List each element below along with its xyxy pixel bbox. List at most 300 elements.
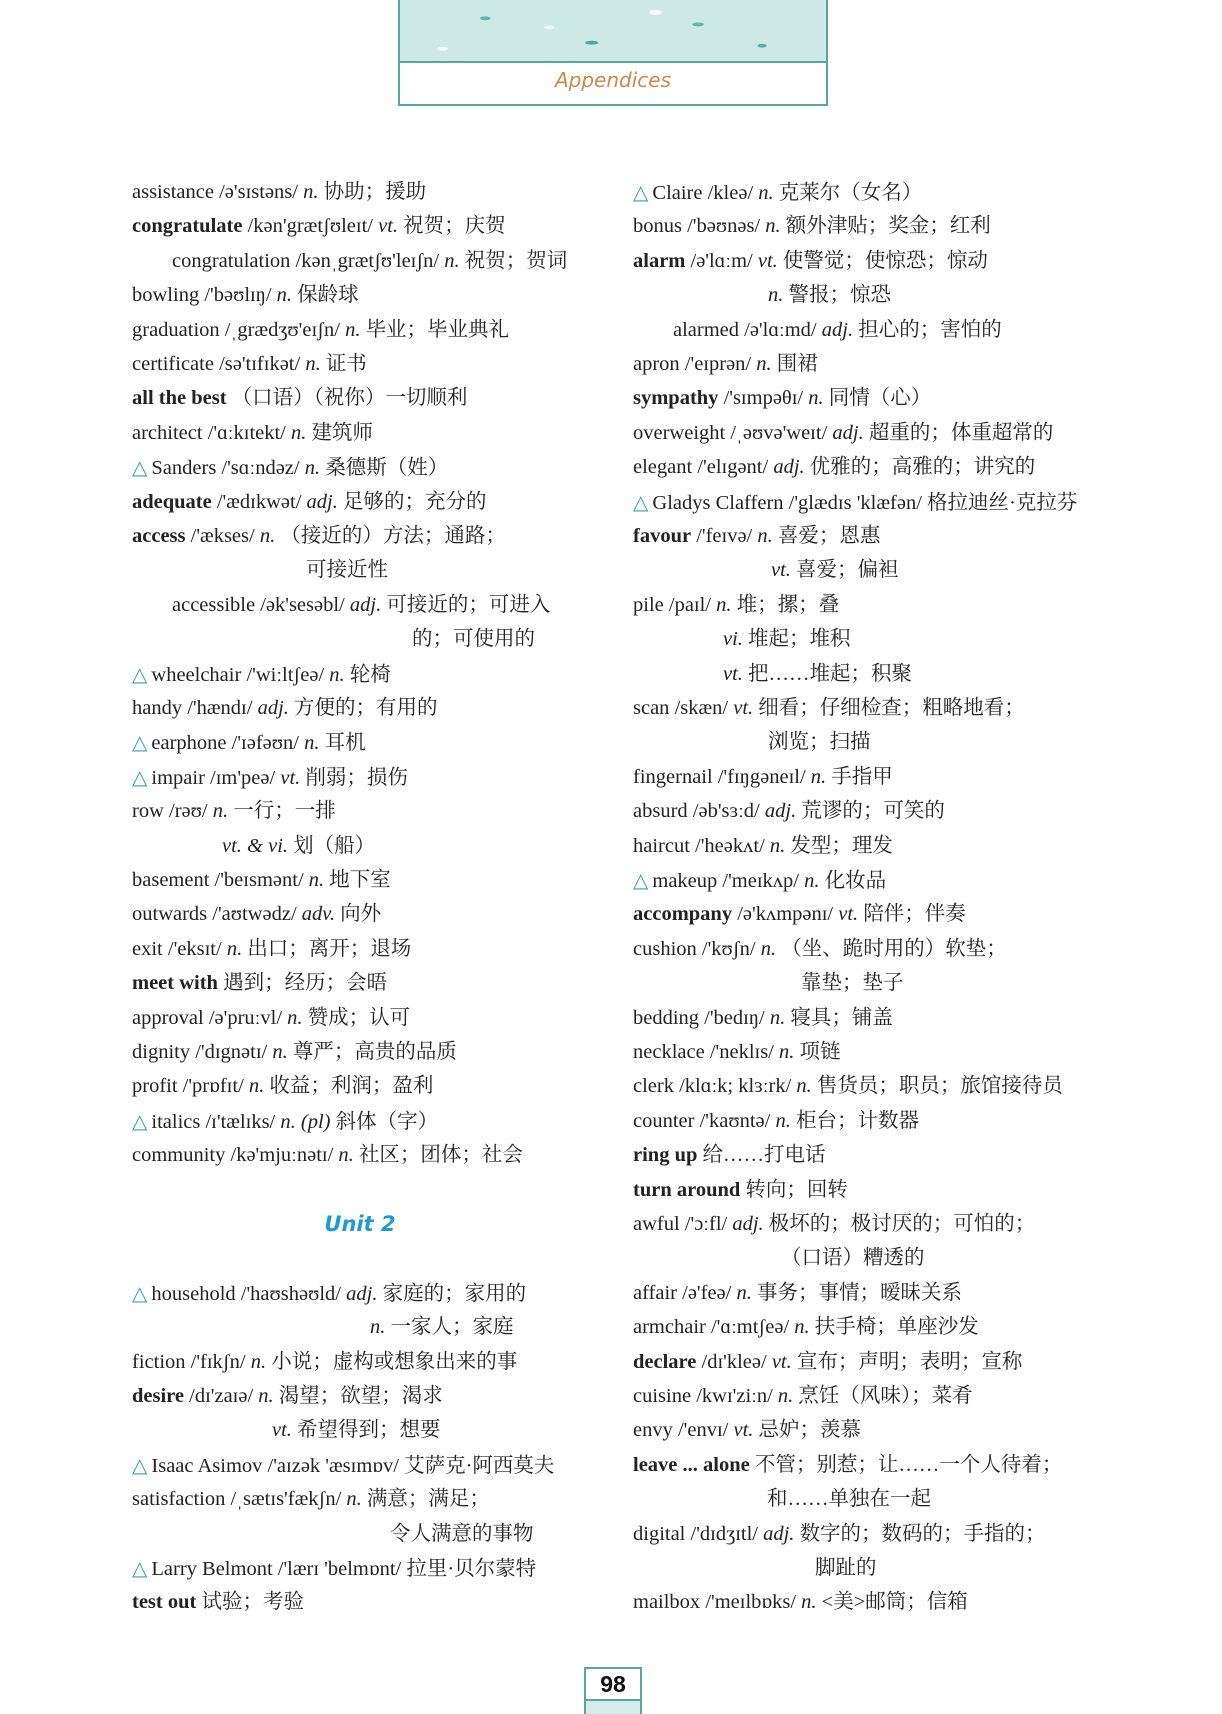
headword: favour [633,525,692,547]
glossary-entry [132,1038,457,1066]
glossary-entry [633,1004,893,1032]
definition: 同情（心） [828,387,932,410]
headword: leave ... alone [633,1453,750,1476]
new-word-triangle-icon: △ [633,489,649,514]
part-of-speech: vt. [378,215,399,238]
glossary-entry [633,1107,919,1135]
definition: 尊严；高贵的品质 [292,1041,457,1063]
definition: 向外 [340,903,382,926]
definition: 小说；虚构或想象出来的事 [271,1350,518,1373]
headword: absurd [633,800,688,823]
phonetic: /ˌgrædʒʊ'eɪʃn/ [224,318,340,341]
definition: 把……堆起；积聚 [748,662,913,685]
headword: armchair [633,1316,706,1339]
glossary-entry [633,522,880,550]
phonetic: /'ɑːmtʃeə/ [710,1316,790,1339]
glossary-entry [633,384,931,412]
definition: 事务；事情；暧昧关系 [756,1281,962,1304]
headword: basement [132,869,210,891]
part-of-speech: vt. [733,697,754,719]
glossary-entry [633,1382,973,1410]
phonetic: /ɪm'peə/ [210,766,276,789]
phonetic: /'neklɪs/ [709,1041,774,1063]
definition: 化妆品 [824,870,887,892]
part-of-speech: n. [716,593,732,616]
definition: 渴望；欲望；渴求 [278,1385,443,1407]
headword: alarm [633,249,686,272]
definition: 围裙 [776,353,818,375]
headword: accessible [172,593,256,616]
glossary-entry [633,1348,1022,1376]
part-of-speech: vt. [733,1419,754,1442]
headword: clerk [633,1075,674,1098]
glossary-entry [633,1520,1046,1548]
new-word-triangle-icon: △ [132,1452,148,1477]
glossary-entry [132,1107,438,1136]
glossary-entry [132,1588,304,1616]
part-of-speech: adj. [346,1282,378,1305]
part-of-speech: vt. [280,766,301,789]
phonetic: /klɑːk; klɜːrk/ [679,1075,792,1098]
part-of-speech: adv. [301,903,335,926]
part-of-speech: n. [346,1488,362,1511]
part-of-speech: n. [758,182,774,204]
definition: 保龄球 [297,284,359,307]
unit-heading: Unit 2 [324,1212,396,1236]
glossary-entry [633,591,839,619]
part-of-speech: n. [287,1006,303,1029]
glossary-entry [132,488,487,516]
phonetic: /ˌəʊvə'weɪt/ [730,421,828,444]
phonetic: /'aʊtwədz/ [212,903,297,926]
definition: 格拉迪丝·克拉芬 [927,491,1078,514]
glossary-entry [633,797,945,825]
glossary-entry-continuation [723,625,851,653]
glossary-entry [132,384,467,412]
part-of-speech: adj. [763,1522,795,1545]
phonetic: /ɪ'tælɪks/ [205,1110,276,1133]
phonetic: /'dɪgnətɪ/ [195,1041,268,1063]
definition: 方便的；有用的 [294,697,438,719]
phonetic: /'ɑːkɪtekt/ [207,421,286,444]
headword: bowling [132,284,200,307]
part-of-speech: n. [801,1591,817,1614]
definition: 担心的；害怕的 [858,318,1002,341]
glossary-entry [633,866,886,895]
headword: alarmed [673,318,740,341]
headword: pile [633,593,664,616]
part-of-speech: n. [212,800,229,823]
definition: 手指甲 [831,765,893,788]
glossary-entry [132,316,509,344]
glossary-entry [633,1313,979,1341]
part-of-speech: n. [794,1316,810,1339]
phonetic: /kən'grætʃʊleɪt/ [247,215,373,238]
headword: scan [633,697,670,719]
glossary-entry [172,247,567,275]
definition: 家庭的；家用的 [382,1282,527,1305]
glossary-entry [132,969,387,997]
part-of-speech: vt. [771,559,791,582]
part-of-speech: adj. [764,800,797,823]
headword: Gladys Claffern [652,491,784,514]
part-of-speech: n. [370,1316,386,1339]
definition: 收益；利润；盈利 [269,1075,434,1098]
glossary-entry [132,1554,536,1583]
definition: 给……打电话 [702,1144,826,1167]
phonetic: /dɪ'kleə/ [701,1350,767,1373]
part-of-speech: vt. & vi. [222,834,289,857]
phonetic: /ə'lɑːmd/ [744,318,817,341]
glossary-entry-continuation [767,1485,931,1513]
phonetic: /'eksɪt/ [167,937,222,960]
phonetic: /rəʊ/ [169,800,208,823]
definition: 喜爱；恩惠 [777,525,881,547]
phonetic: /'ɔːfl/ [684,1213,728,1235]
glossary-entry [633,1176,848,1204]
headword: satisfaction [132,1488,226,1511]
headword: exit [132,937,163,960]
phonetic: /'ædɪkwət/ [216,490,302,513]
part-of-speech: vt. [757,249,778,272]
part-of-speech: n. [768,284,784,307]
headword: adequate [132,490,212,513]
phonetic: /'envɪ/ [677,1419,729,1442]
glossary-entry-continuation [390,1520,534,1548]
part-of-speech: n. [248,1075,265,1098]
definition: 靠垫；垫子 [801,972,904,995]
part-of-speech: n. [810,765,827,788]
part-of-speech: adj. [773,456,805,479]
headword: accompany [633,903,733,926]
headword: necklace [633,1041,705,1063]
definition: 遇到；经历；会晤 [223,972,388,995]
glossary-entry [633,247,988,275]
definition: 的；可使用的 [412,628,535,651]
headword: declare [633,1350,697,1373]
part-of-speech: vt. [723,662,743,685]
glossary-entry [633,178,922,207]
headword: earphone [151,732,227,755]
section-header [398,0,828,106]
glossary-entry-continuation [768,281,891,309]
glossary-entry-continuation [222,832,375,860]
phonetic: /'beɪsmənt/ [214,869,304,891]
glossary-entry [633,935,1007,963]
part-of-speech: n. [760,937,777,960]
definition: 可接近的；可进入 [386,593,551,616]
part-of-speech: n. [259,525,276,547]
phonetic: /'haʊshəʊld/ [240,1282,342,1305]
definition: <美>邮筒；信箱 [821,1591,968,1614]
part-of-speech: n. (pl) [280,1110,331,1133]
phonetic: /'sɑːndəz/ [221,457,300,480]
definition: 项链 [799,1041,841,1063]
part-of-speech: adj. [306,490,338,513]
headword: mailbox [633,1591,701,1614]
part-of-speech: n. [291,421,307,444]
part-of-speech: n. [444,249,460,272]
phonetic: /'heəkʌt/ [695,834,765,857]
definition: 宣布；声明；表明；宣称 [796,1350,1023,1373]
glossary-entry [633,1588,968,1616]
definition: 社区；团体；社会 [358,1144,523,1167]
phonetic: /kleə/ [707,182,754,204]
glossary-entry [132,1348,517,1376]
glossary-entry [132,1004,410,1032]
new-word-triangle-icon: △ [633,868,649,892]
glossary-entry [132,1072,433,1100]
part-of-speech: n. [756,353,772,375]
definition: 毕业；毕业典礼 [365,318,510,341]
glossary-entry [633,1141,826,1169]
glossary-entry [633,694,1025,722]
headword: certificate [132,353,214,375]
glossary-entry [633,212,991,240]
part-of-speech: vt. [838,903,859,926]
glossary-entry [633,1072,1063,1100]
part-of-speech: vi. [723,628,743,651]
new-word-triangle-icon: △ [132,1556,148,1580]
phonetic: /'aɪzək 'æsɪmɒv/ [267,1454,399,1477]
headword: household [151,1282,236,1305]
part-of-speech: n. [305,353,321,375]
phonetic: /'prɒfɪt/ [182,1075,244,1098]
part-of-speech: n. [338,1144,354,1167]
phonetic: /'sɪmpəθɪ/ [723,387,804,410]
headword: community [132,1144,226,1167]
phonetic: /ə'feə/ [682,1281,732,1304]
page-number: 98 [586,1669,640,1701]
part-of-speech: vt. [272,1419,292,1442]
definition: 耳机 [324,732,366,755]
glossary-entry [132,350,367,378]
definition: 一家人；家庭 [390,1316,514,1339]
glossary-entry [132,694,438,722]
headword: digital [633,1522,686,1545]
headword: Larry Belmont [151,1558,273,1580]
headword: affair [633,1281,678,1304]
phonetic: /kənˌgrætʃʊ'leɪʃn/ [295,249,440,272]
definition: 堆起；堆积 [748,628,851,651]
glossary-entry [633,900,966,928]
definition: 不管；别惹；让……一个人待着； [754,1453,1063,1476]
glossary-entry [132,763,408,792]
part-of-speech: n. [769,834,786,857]
glossary-entry [633,1416,861,1444]
definition: 优雅的；高雅的；讲究的 [809,456,1036,479]
definition: 拉里·贝尔蒙特 [406,1558,537,1580]
headword: Claire [652,182,703,204]
glossary-entry [132,797,336,825]
glossary-entry [132,522,506,550]
phonetic: /'meɪlbɒks/ [705,1591,797,1614]
glossary-entry [132,212,506,240]
page-number-tab [584,1667,642,1714]
headword: profit [132,1075,178,1098]
definition: 发型；理发 [790,834,893,857]
definition: 出口；离开；退场 [247,937,412,960]
phonetic: /ə'pruːvl/ [208,1006,283,1029]
definition: 证书 [325,353,367,375]
headword: ring up [633,1144,698,1167]
glossary-entry [132,1451,554,1480]
definition: 令人满意的事物 [390,1522,534,1545]
phonetic: /'bedɪŋ/ [704,1006,765,1029]
headword: dignity [132,1041,191,1063]
part-of-speech: n. [804,870,820,892]
definition: 试验；考验 [201,1591,304,1614]
glossary-entry [633,1451,1062,1479]
phonetic: /paɪl/ [668,593,712,616]
glossary-entry [132,1279,526,1308]
part-of-speech: n. [777,1385,794,1407]
headword: all the best [132,387,227,410]
headword: fingernail [633,765,713,788]
glossary-entry [633,1279,962,1307]
definition: 地下室 [329,869,391,891]
glossary-entry [633,763,893,791]
headword: meet with [132,972,218,995]
definition: 使警觉；使惊恐；惊动 [782,249,988,272]
part-of-speech: n. [796,1075,812,1098]
headword: impair [151,766,205,789]
definition: 扶手椅；单座沙发 [814,1316,979,1339]
glossary-entry-continuation [771,556,899,584]
part-of-speech: n. [304,457,321,480]
headword: architect [132,421,203,444]
headword: haircut [633,834,690,857]
glossary-entry [633,1210,1035,1238]
phonetic: /'elɪgənt/ [697,456,769,479]
glossary-entry [633,453,1035,481]
part-of-speech: n. [303,181,319,203]
glossary-entry [132,728,366,757]
definition: 堆；摞；叠 [736,593,840,616]
definition: 赞成；认可 [307,1006,411,1029]
phonetic: /'meɪkʌp/ [722,870,799,892]
headword: italics [151,1110,201,1133]
headword: overweight [633,421,726,444]
part-of-speech: n. [272,1041,288,1063]
definition: 斜体（字） [335,1110,439,1133]
glossary-entry [132,419,373,447]
new-word-triangle-icon: △ [132,661,148,686]
definition: 足够的；充分的 [343,490,487,513]
definition: 轮椅 [349,663,391,686]
part-of-speech: vt. [771,1350,792,1373]
phonetic: /kə'mjuːnətɪ/ [230,1144,334,1167]
glossary-entry [633,832,893,860]
part-of-speech: n. [765,215,781,238]
part-of-speech: n. [226,937,243,960]
glossary-entry-continuation [801,969,904,997]
phonetic: /sə'tɪfɪkət/ [219,353,301,375]
part-of-speech: n. [345,318,361,341]
headword: Sanders [151,457,217,480]
part-of-speech: n. [304,732,320,755]
definition: 烹饪（风味）；菜肴 [798,1385,973,1407]
glossary-entry [132,281,359,309]
part-of-speech: n. [329,663,345,686]
headword: graduation [132,318,220,341]
glossary-entry-continuation [370,1313,514,1341]
part-of-speech: n. [736,1281,752,1304]
definition: 划（船） [293,834,376,857]
glossary-entry [132,900,381,928]
headword: handy [132,697,183,719]
definition: 希望得到；想要 [297,1419,441,1442]
definition: 数字的；数码的；手指的； [799,1522,1046,1545]
phonetic: /'dɪdʒɪtl/ [690,1522,758,1545]
glossary-entry [633,350,818,378]
glossary-entry [132,453,448,482]
headword: makeup [652,870,718,892]
definition: 祝贺；贺词 [464,249,568,272]
definition: 忌妒；羡慕 [758,1419,862,1442]
headword: awful [633,1213,680,1235]
new-word-triangle-icon: △ [132,764,148,789]
phonetic: /ə'lɑːm/ [690,249,753,272]
glossary-entry-continuation [781,1244,925,1272]
part-of-speech: n. [808,387,824,410]
definition: 细看；仔细检查；粗略地看； [758,697,1025,719]
glossary-entry-continuation [272,1416,441,1444]
phonetic: /dɪ'zaɪə/ [189,1385,254,1407]
definition: 荒谬的；可笑的 [801,800,945,823]
part-of-speech: adj. [732,1213,764,1235]
phonetic: /'eɪprən/ [684,353,752,375]
headword: envy [633,1419,673,1442]
headword: test out [132,1591,197,1614]
headword: desire [132,1385,185,1407]
definition: 警报；惊恐 [788,284,891,307]
headword: assistance [132,181,214,203]
headword: bonus [633,215,682,238]
glossary-entry [673,316,1002,344]
definition: 祝贺；庆贺 [403,215,506,238]
glossary-entry [132,178,426,206]
headword: counter [633,1109,695,1132]
definition: （坐、跪时用的）软垫； [781,937,1007,960]
phonetic: /'hændɪ/ [187,697,253,719]
definition: 陪伴；伴奏 [863,903,966,926]
phonetic: /'fɪŋgəneɪl/ [717,765,806,788]
glossary-entry-continuation [815,1554,877,1582]
definition: 可接近性 [306,559,388,582]
headword: elegant [633,456,693,479]
definition: 喜爱；偏袒 [796,559,899,582]
phonetic: /'feɪvə/ [696,525,753,547]
headword: congratulation [172,249,291,272]
headword: cuisine [633,1385,692,1407]
definition: （接近的）方法；通路； [280,525,506,547]
definition: （口语）（祝你）一切顺利 [231,387,468,410]
phonetic: /ək'sesəbl/ [260,593,345,616]
glossary-entry [633,419,1053,447]
phonetic: /'fɪkʃn/ [190,1350,246,1373]
definition: 超重的；体重超常的 [868,421,1054,444]
phonetic: /əb'sɜːd/ [692,800,760,823]
definition: 削弱；损伤 [305,766,408,789]
part-of-speech: n. [258,1385,274,1407]
phonetic: /skæn/ [674,697,729,719]
definition: 极坏的；极讨厌的；可怕的； [768,1213,1036,1235]
definition: 和……单独在一起 [767,1488,931,1511]
definition: （口语）糟透的 [781,1247,925,1270]
headword: apron [633,353,680,375]
headword: wheelchair [151,663,242,686]
